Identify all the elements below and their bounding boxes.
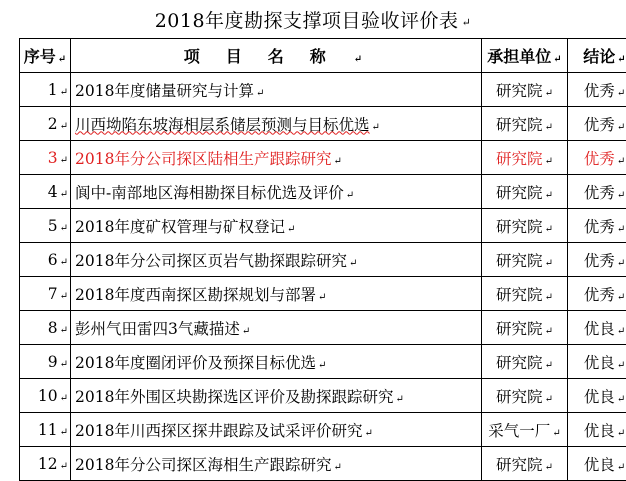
row-project: 2018年分公司探区陆相生产跟踪研究 ↵	[71, 141, 482, 175]
row-unit: 研究院 ↵	[482, 243, 568, 277]
cell-mark-icon: ↵	[60, 189, 68, 200]
cell-mark-icon: ↵	[60, 155, 68, 166]
row-result: 优秀 ↵	[568, 107, 626, 141]
cell-mark-icon: ↵	[617, 258, 625, 269]
cell-mark-icon: ↵	[617, 88, 625, 99]
row-unit: 研究院 ↵	[482, 277, 568, 311]
cell-mark-icon: ↵	[553, 54, 561, 65]
row-unit: 采气一厂 ↵	[482, 413, 568, 447]
cell-mark-icon: ↵	[617, 292, 625, 303]
row-unit: 研究院 ↵	[482, 141, 568, 175]
row-project: 阆中-南部地区海相勘探目标优选及评价 ↵	[71, 175, 482, 209]
row-project: 2018年分公司探区海相生产跟踪研究 ↵	[71, 447, 482, 481]
cell-mark-icon: ↵	[60, 359, 68, 370]
row-unit: 研究院 ↵	[482, 311, 568, 345]
cell-mark-icon: ↵	[354, 54, 388, 65]
page-title	[0, 6, 626, 33]
table-row	[20, 175, 626, 209]
cell-mark-icon: ↵	[617, 428, 625, 439]
row-unit: 研究院 ↵	[482, 73, 568, 107]
cell-mark-icon: ↵	[545, 360, 553, 371]
cell-mark-icon: ↵	[617, 326, 625, 337]
cell-mark-icon: ↵	[364, 428, 372, 439]
table-row	[20, 209, 626, 243]
cell-mark-icon: ↵	[545, 88, 553, 99]
paragraph-mark-icon: ↵	[462, 16, 472, 29]
cell-mark-icon: ↵	[318, 292, 326, 303]
row-no: 10 ↵	[20, 379, 71, 413]
table-header-row	[20, 39, 626, 73]
header-project: 项目名称 ↵	[71, 39, 482, 73]
cell-mark-icon: ↵	[346, 190, 354, 201]
row-result: 优秀 ↵	[568, 209, 626, 243]
row-result: 优良 ↵	[568, 447, 626, 481]
cell-mark-icon: ↵	[333, 462, 341, 473]
row-no: 4 ↵	[20, 175, 71, 209]
row-project: 2018年分公司探区页岩气勘探跟踪研究 ↵	[71, 243, 482, 277]
row-no: 3 ↵	[20, 141, 71, 175]
table-row	[20, 107, 626, 141]
table-row	[20, 447, 626, 481]
row-result: 优良 ↵	[568, 379, 626, 413]
header-no: 序号 ↵	[20, 39, 71, 73]
row-no: 1 ↵	[20, 73, 71, 107]
row-result: 优秀 ↵	[568, 243, 626, 277]
table-row	[20, 311, 626, 345]
cell-mark-icon: ↵	[60, 325, 68, 336]
row-unit: 研究院 ↵	[482, 107, 568, 141]
cell-mark-icon: ↵	[545, 258, 553, 269]
row-result: 优秀 ↵	[568, 175, 626, 209]
cell-mark-icon: ↵	[617, 156, 625, 167]
cell-mark-icon: ↵	[545, 462, 553, 473]
row-no: 5 ↵	[20, 209, 71, 243]
row-unit: 研究院 ↵	[482, 209, 568, 243]
cell-mark-icon: ↵	[60, 87, 68, 98]
table-row	[20, 413, 626, 447]
row-project: 2018年川西探区探井跟踪及试采评价研究 ↵	[71, 413, 482, 447]
row-result: 优良 ↵	[568, 413, 626, 447]
cell-mark-icon: ↵	[617, 54, 625, 65]
title-text: 2018年度勘探支撑项目验收评价表	[155, 10, 459, 32]
table-row	[20, 379, 626, 413]
row-result: 优良 ↵	[568, 311, 626, 345]
row-project: 2018年度西南探区勘探规划与部署 ↵	[71, 277, 482, 311]
row-project: 2018年外围区块勘探选区评价及勘探跟踪研究 ↵	[71, 379, 482, 413]
table-row	[20, 277, 626, 311]
cell-mark-icon: ↵	[318, 360, 326, 371]
cell-mark-icon: ↵	[545, 190, 553, 201]
cell-mark-icon: ↵	[545, 394, 553, 405]
table-row	[20, 73, 626, 107]
row-result: 优秀 ↵	[568, 277, 626, 311]
cell-mark-icon: ↵	[60, 223, 68, 234]
row-no: 7 ↵	[20, 277, 71, 311]
cell-mark-icon: ↵	[617, 360, 625, 371]
cell-mark-icon: ↵	[349, 258, 357, 269]
header-result: 结论 ↵	[568, 39, 626, 73]
row-project: 2018年度圈闭评价及预探目标优选 ↵	[71, 345, 482, 379]
cell-mark-icon: ↵	[617, 224, 625, 235]
cell-mark-icon: ↵	[545, 156, 553, 167]
row-project: 川西坳陷东坡海相层系储层预测与目标优选 ↵	[71, 107, 482, 141]
cell-mark-icon: ↵	[242, 326, 250, 337]
cell-mark-icon: ↵	[60, 121, 68, 132]
cell-mark-icon: ↵	[287, 224, 295, 235]
table-row	[20, 243, 626, 277]
row-result: 优秀 ↵	[568, 73, 626, 107]
row-no: 9 ↵	[20, 345, 71, 379]
row-project: 彭州气田雷四3气藏描述 ↵	[71, 311, 482, 345]
cell-mark-icon: ↵	[333, 156, 341, 167]
cell-mark-icon: ↵	[60, 291, 68, 302]
table-row	[20, 345, 626, 379]
row-unit: 研究院 ↵	[482, 345, 568, 379]
row-unit: 研究院 ↵	[482, 175, 568, 209]
cell-mark-icon: ↵	[395, 394, 403, 405]
evaluation-table	[19, 38, 626, 481]
cell-mark-icon: ↵	[545, 224, 553, 235]
row-no: 6 ↵	[20, 243, 71, 277]
row-no: 11 ↵	[20, 413, 71, 447]
row-result: 优良 ↵	[568, 345, 626, 379]
cell-mark-icon: ↵	[60, 427, 68, 438]
row-result: 优秀 ↵	[568, 141, 626, 175]
cell-mark-icon: ↵	[617, 122, 625, 133]
cell-mark-icon: ↵	[372, 122, 380, 133]
cell-mark-icon: ↵	[617, 190, 625, 201]
row-no: 8 ↵	[20, 311, 71, 345]
cell-mark-icon: ↵	[617, 394, 625, 405]
cell-mark-icon: ↵	[256, 88, 264, 99]
cell-mark-icon: ↵	[552, 428, 560, 439]
row-no: 2 ↵	[20, 107, 71, 141]
table-row-highlighted	[20, 141, 626, 175]
row-no: 12 ↵	[20, 447, 71, 481]
cell-mark-icon: ↵	[545, 122, 553, 133]
cell-mark-icon: ↵	[60, 461, 68, 472]
row-unit: 研究院 ↵	[482, 447, 568, 481]
header-unit: 承担单位 ↵	[482, 39, 568, 73]
cell-mark-icon: ↵	[60, 393, 68, 404]
cell-mark-icon: ↵	[617, 462, 625, 473]
cell-mark-icon: ↵	[545, 326, 553, 337]
cell-mark-icon: ↵	[58, 54, 66, 65]
cell-mark-icon: ↵	[60, 257, 68, 268]
row-unit: 研究院 ↵	[482, 379, 568, 413]
cell-mark-icon: ↵	[545, 292, 553, 303]
row-project: 2018年度矿权管理与矿权登记 ↵	[71, 209, 482, 243]
row-project: 2018年度储量研究与计算 ↵	[71, 73, 482, 107]
